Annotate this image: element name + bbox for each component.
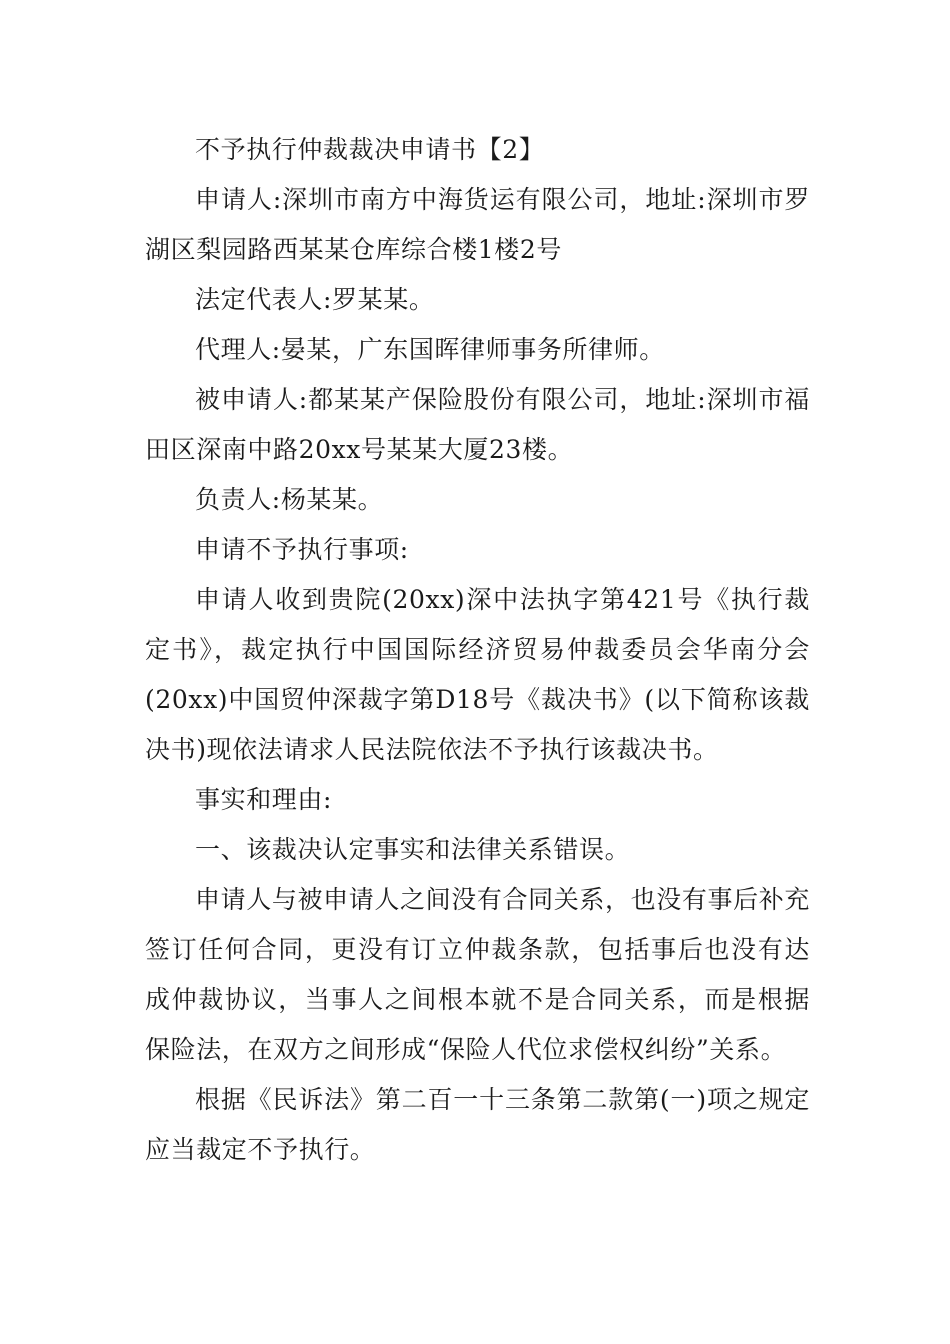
respondent-paragraph: 被申请人:都某某产保险股份有限公司，地址:深圳市福田区深南中路20xx号某某大厦23楼。 [145, 385, 810, 464]
legal-representative-paragraph: 法定代表人:罗某某。 [195, 285, 435, 314]
document-body [145, 125, 810, 1175]
applicant-paragraph: 申请人:深圳市南方中海货运有限公司，地址:深圳市罗湖区梨园路西某某仓库综合楼1楼2号 [145, 185, 810, 264]
relationship-paragraph: 申请人与被申请人之间没有合同关系，也没有事后补充签订任何合同，更没有订立仲裁条款，包括事后也没有达成仲裁协议，当事人之间根本就不是合同关系，而是根据保险法，在双方之间形成“保险人代位求偿权纠纷”关系。 [145, 885, 810, 1064]
section-one-heading: 一、该裁决认定事实和法律关系错误。 [195, 835, 631, 864]
document-title: 不予执行仲裁裁决申请书【2】 [195, 135, 545, 164]
request-paragraph: 申请人收到贵院(20xx)深中法执字第421号《执行裁定书》，裁定执行中国国际经济贸易仲裁委员会华南分会(20xx)中国贸仲深裁字第D18号《裁决书》(以下简称该裁决书)现依法请求人民法院依法不予执行该裁决书。 [145, 585, 810, 764]
request-heading: 申请不予执行事项: [195, 535, 409, 564]
person-in-charge-paragraph: 负责人:杨某某。 [195, 485, 384, 514]
agent-paragraph: 代理人:晏某，广东国晖律师事务所律师。 [195, 335, 665, 364]
legal-basis-paragraph: 根据《民诉法》第二百一十三条第二款第(一)项之规定应当裁定不予执行。 [145, 1085, 810, 1164]
facts-heading: 事实和理由: [195, 785, 333, 814]
